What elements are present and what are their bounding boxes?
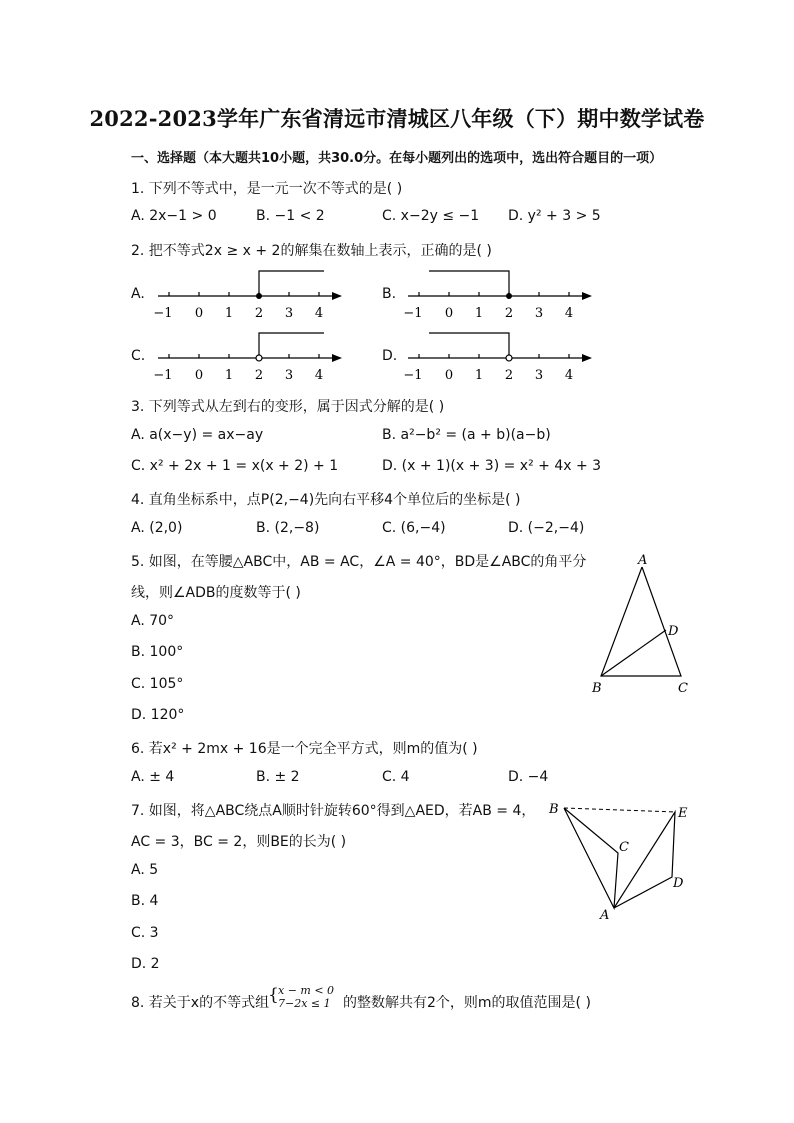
question-5-option-a[interactable]: A. 70° [131,613,175,629]
vertex-label-b: B [592,681,602,696]
question-3-option-a[interactable]: A. a(x−y) = ax−ay [131,427,264,443]
question-2-option-b[interactable]: B. [382,286,397,302]
question-8-stem-suffix: 的整数解共有2个，则m的取值范围是( ) [343,995,591,1011]
question-7-option-d[interactable]: D. 2 [131,956,160,972]
tick-label: 3 [284,368,294,383]
system-brace: { [268,985,279,1005]
number-line-d [400,327,600,389]
vertex-label-c: C [678,681,688,696]
question-1-option-d[interactable]: D. y² + 3 > 5 [508,208,601,224]
vertex-label-b: B [549,802,559,817]
question-4-stem: 4. 直角坐标系中，点P(2,−4)先向右平移4个单位后的坐标是( ) [131,492,521,508]
tick-label: 4 [314,368,324,383]
question-4-option-b[interactable]: B. (2,−8) [256,520,320,536]
question-5-stem-line1: 5. 如图，在等腰△ABC中，AB = AC，∠A = 40°，BD是∠ABC的角平分 [131,554,587,570]
number-line-a [150,265,350,327]
number-line-c [150,327,350,389]
tick-label: 0 [194,306,204,321]
question-6-option-b[interactable]: B. ± 2 [256,769,300,785]
tick-label: 1 [224,368,234,383]
tick-label: −1 [403,368,423,383]
tick-label: 0 [194,368,204,383]
tick-label: 1 [474,368,484,383]
tick-label: 3 [534,368,544,383]
question-3-option-d[interactable]: D. (x + 1)(x + 3) = x² + 4x + 3 [382,458,602,474]
question-2-option-c[interactable]: C. [131,348,146,364]
tick-label: 1 [224,306,234,321]
question-3-option-c[interactable]: C. x² + 2x + 1 = x(x + 2) + 1 [131,458,339,474]
question-5-option-d[interactable]: D. 120° [131,707,185,723]
tick-label: 3 [284,306,294,321]
question-2-option-a[interactable]: A. [131,286,145,302]
question-6-stem: 6. 若x² + 2mx + 16是一个完全平方式，则m的值为( ) [131,741,478,757]
question-7-option-c[interactable]: C. 3 [131,925,159,941]
vertex-label-a: A [600,908,610,923]
vertex-label-a: A [638,553,648,568]
tick-label: 0 [444,306,454,321]
tick-label: 1 [474,306,484,321]
system-inequality-2: 7−2x ≤ 1 [278,997,331,1010]
question-4-option-a[interactable]: A. (2,0) [131,520,183,536]
section-heading: 一、选择题（本大题共10小题，共30.0分。在每小题列出的选项中，选出符合题目的一项） [131,151,663,166]
vertex-label-c: C [619,840,629,855]
tick-label: 0 [444,368,454,383]
question-5-stem-line2: 线，则∠ADB的度数等于( ) [131,585,301,601]
tick-label: 2 [254,368,264,383]
tick-label: 4 [564,368,574,383]
vertex-label-e: E [678,806,688,821]
question-3-stem: 3. 下列等式从左到右的变形，属于因式分解的是( ) [131,399,445,415]
triangle-abc-figure [588,550,698,700]
question-3-option-b[interactable]: B. a²−b² = (a + b)(a−b) [382,427,551,443]
tick-label: 4 [314,306,324,321]
tick-label: 2 [504,368,514,383]
page-title: 2022-2023学年广东省清远市清城区八年级（下）期中数学试卷 [89,106,705,131]
number-line-b [400,265,600,327]
question-7-option-a[interactable]: A. 5 [131,862,159,878]
question-1-option-b[interactable]: B. −1 < 2 [256,208,325,224]
question-7-stem-line2: AC = 3，BC = 2，则BE的长为( ) [131,834,347,850]
question-4-option-c[interactable]: C. (6,−4) [382,520,446,536]
question-5-option-c[interactable]: C. 105° [131,676,184,692]
tick-label: 4 [564,306,574,321]
rotation-figure [540,798,700,928]
question-2-option-d[interactable]: D. [382,348,398,364]
question-6-option-d[interactable]: D. −4 [508,769,549,785]
question-2-stem: 2. 把不等式2x ≥ x + 2的解集在数轴上表示，正确的是( ) [131,243,492,259]
tick-label: −1 [153,306,173,321]
question-4-option-d[interactable]: D. (−2,−4) [508,520,585,536]
tick-label: 2 [504,306,514,321]
question-5-option-b[interactable]: B. 100° [131,644,184,660]
question-8-stem-prefix: 8. 若关于x的不等式组 [131,995,270,1011]
tick-label: −1 [403,306,423,321]
question-7-option-b[interactable]: B. 4 [131,893,159,909]
question-1-stem: 1. 下列不等式中，是一元一次不等式的是( ) [131,181,403,197]
vertex-label-d: D [673,876,684,891]
tick-label: 3 [534,306,544,321]
question-7-stem-line1: 7. 如图，将△ABC绕点A顺时针旋转60°得到△AED，若AB = 4， [131,803,536,819]
question-6-option-c[interactable]: C. 4 [382,769,410,785]
question-1-option-c[interactable]: C. x−2y ≤ −1 [382,208,480,224]
question-6-option-a[interactable]: A. ± 4 [131,769,175,785]
question-1-option-a[interactable]: A. 2x−1 > 0 [131,208,217,224]
vertex-label-d: D [668,624,679,639]
tick-label: 2 [254,306,264,321]
system-inequality-1: x − m < 0 [278,984,335,997]
tick-label: −1 [153,368,173,383]
